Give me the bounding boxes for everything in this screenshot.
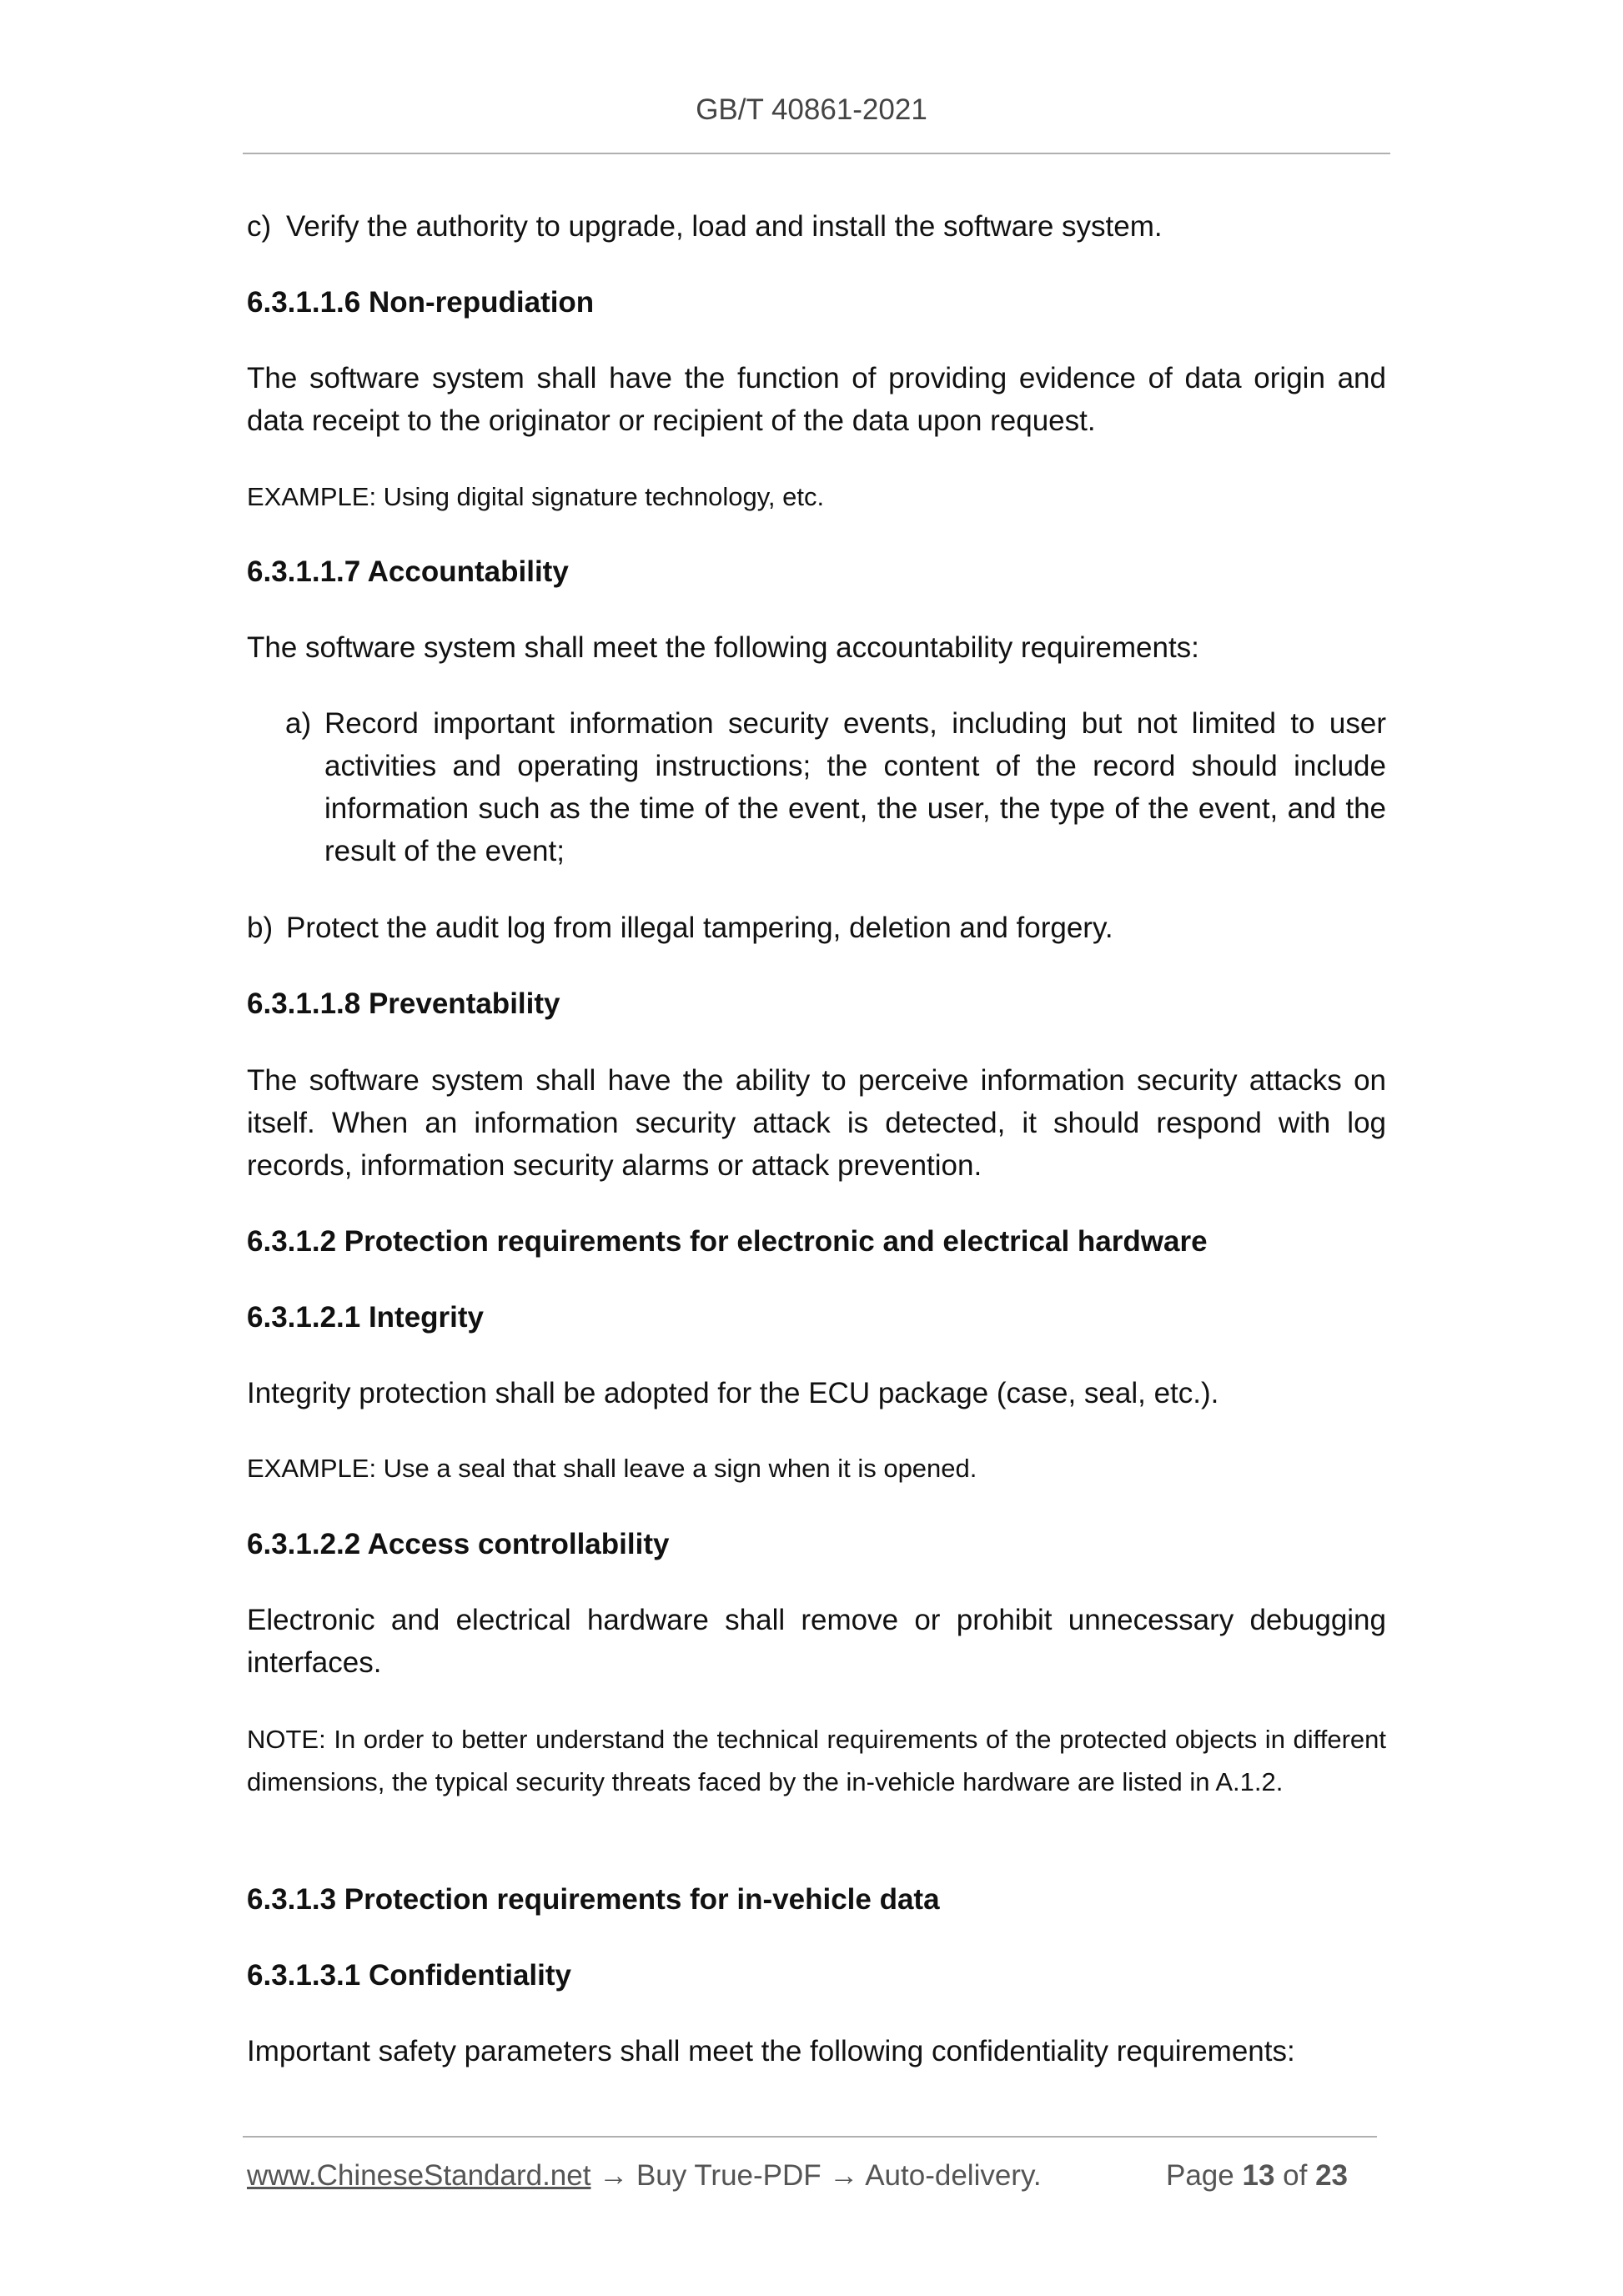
- footer-divider: [243, 2136, 1377, 2138]
- heading-6-3-1-3-1: 6.3.1.3.1 Confidentiality: [247, 1959, 571, 1992]
- paragraph-access-controllability: Electronic and electrical hardware shall remove or prohibit unnecessary debugging interfaces.: [247, 1604, 1386, 1679]
- list-item-c: [247, 205, 1386, 248]
- list-item-label: c): [247, 210, 272, 243]
- heading-6-3-1-1-8: 6.3.1.1.8 Preventability: [247, 987, 560, 1020]
- list-item-label: a): [285, 707, 312, 740]
- list-item-text: Record important information security events, including but not limited to user activities and operating instructions; the content of the record should include information such as the time of the event, the user, the type of the event, and the result of the event;: [324, 707, 1386, 867]
- heading-6-3-1-2-1: 6.3.1.2.1 Integrity: [247, 1301, 485, 1334]
- page-label: Page: [1166, 2159, 1234, 2192]
- heading-6-3-1-2-2: 6.3.1.2.2 Access controllability: [247, 1528, 670, 1560]
- heading-6-3-1-1-7: 6.3.1.1.7 Accountability: [247, 555, 569, 588]
- header-doc-id: GB/T 40861-2021: [696, 93, 927, 126]
- footer-promo: [247, 2155, 1042, 2197]
- list-item-label: b): [247, 912, 274, 944]
- buy-text: Buy True-PDF: [636, 2159, 822, 2192]
- list-item-a: [285, 702, 1386, 872]
- list-item-text: Verify the authority to upgrade, load and install the software system.: [286, 210, 1163, 243]
- page-total: 23: [1315, 2159, 1349, 2192]
- example-non-repudiation: EXAMPLE: Using digital signature technology, etc.: [247, 482, 825, 511]
- list-item-text: Protect the audit log from illegal tampering, deletion and forgery.: [286, 912, 1113, 944]
- of-label: of: [1283, 2159, 1308, 2192]
- page-number: 13: [1242, 2159, 1275, 2192]
- heading-6-3-1-2: 6.3.1.2 Protection requirements for electronic and electrical hardware: [247, 1225, 1208, 1258]
- site-link[interactable]: www.ChineseStandard.net: [247, 2159, 591, 2192]
- list-item-b: [247, 907, 1386, 949]
- heading-6-3-1-1-6: 6.3.1.1.6 Non-repudiation: [247, 286, 595, 319]
- note-access-controllability: NOTE: In order to better understand the technical requirements of the protected objects in different dimensions, the typical security threats faced by the in-vehicle hardware are listed in A.1.2.: [247, 1725, 1386, 1796]
- arrow-right-icon: →: [599, 2159, 629, 2192]
- example-integrity: EXAMPLE: Use a seal that shall leave a sign when it is opened.: [247, 1454, 977, 1483]
- paragraph-accountability: The software system shall meet the following accountability requirements:: [247, 631, 1199, 664]
- page-indicator: [1166, 2155, 1348, 2197]
- paragraph-non-repudiation: The software system shall have the function of providing evidence of data origin and data receipt to the originator or recipient of the data upon request.: [247, 362, 1386, 437]
- delivery-text: Auto-delivery.: [865, 2159, 1042, 2192]
- paragraph-integrity: Integrity protection shall be adopted for the ECU package (case, seal, etc.).: [247, 1377, 1219, 1409]
- paragraph-confidentiality: Important safety parameters shall meet the following confidentiality requirements:: [247, 2035, 1295, 2067]
- page-body: [247, 0, 1386, 2296]
- arrow-right-icon: →: [829, 2159, 859, 2192]
- paragraph-preventability: The software system shall have the ability to perceive information security attacks on itself. When an information security attack is detected, it should respond with log records, information security alarms or attack prevention.: [247, 1064, 1386, 1182]
- heading-6-3-1-3: 6.3.1.3 Protection requirements for in-vehicle data: [247, 1883, 940, 1916]
